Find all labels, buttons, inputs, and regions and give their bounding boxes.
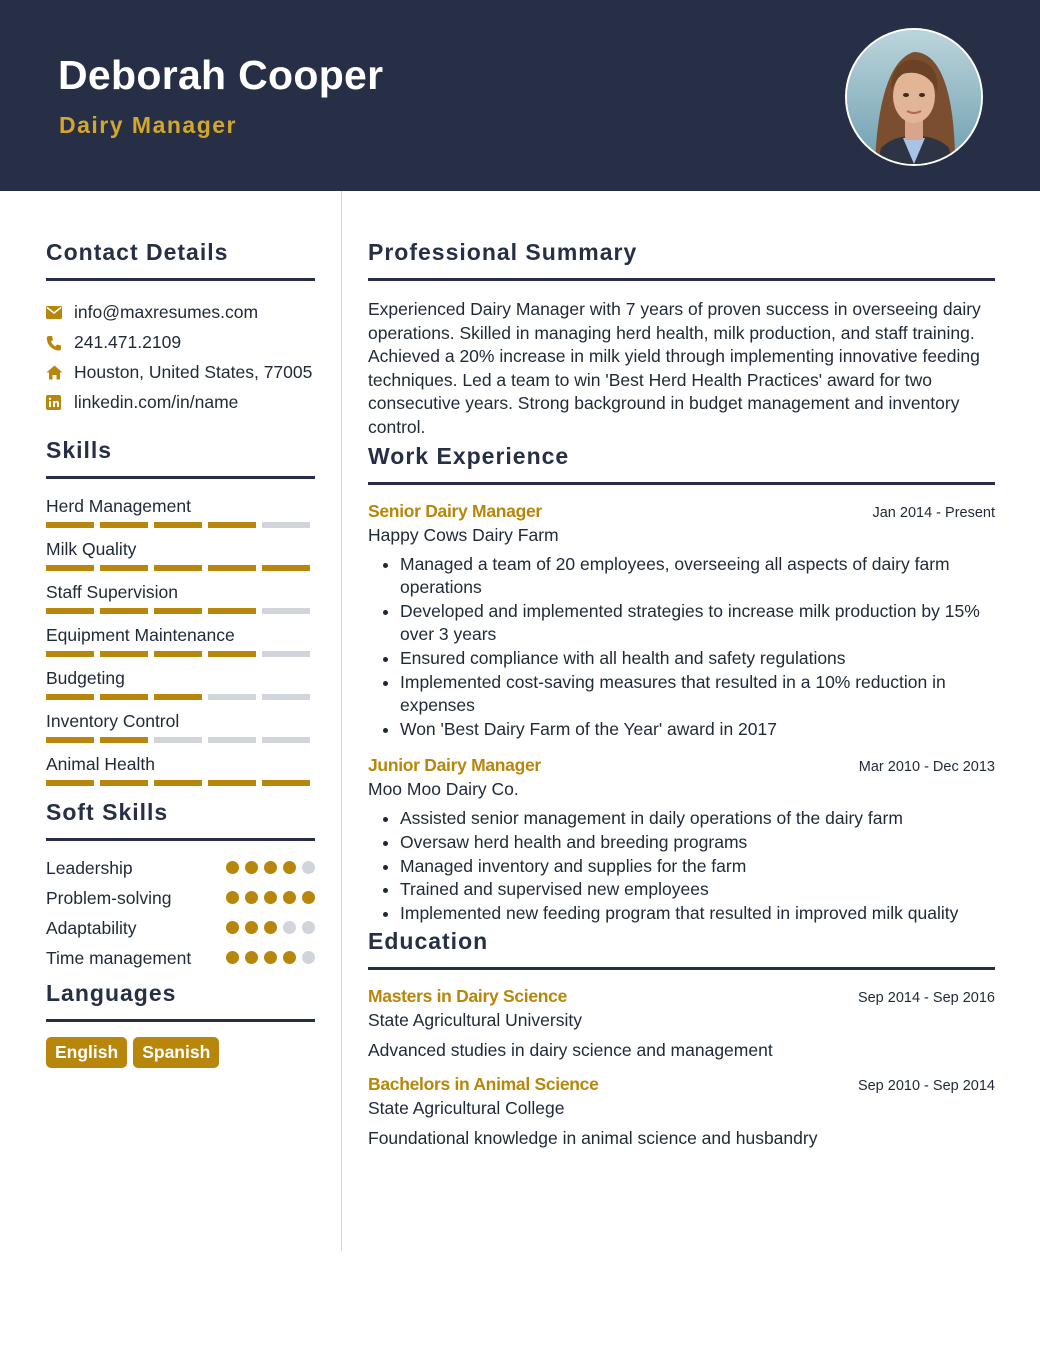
job-bullet: • Implemented new feeding program that resulted in improved milk quality: [400, 902, 995, 926]
job-entry: [368, 501, 995, 742]
skill-name: Staff Supervision: [46, 582, 178, 602]
soft-skill-name: Time management: [46, 948, 192, 968]
profile-photo: [845, 28, 983, 166]
job-bullet: • Implemented cost-saving measures that resulted in a 10% reduction in expenses: [400, 671, 995, 718]
soft-skills-list: [46, 857, 315, 970]
skill-level-bar: [46, 565, 315, 571]
candidate-name: Deborah Cooper: [58, 52, 384, 98]
skills-section: [46, 434, 315, 786]
skill-level-segment: [46, 565, 94, 571]
job-bullet: • Managed inventory and supplies for the farm: [400, 855, 995, 879]
skill-level-segment: [100, 737, 148, 743]
contact-phone-text[interactable]: 241.471.2109: [74, 332, 182, 352]
rating-dot: [245, 951, 258, 964]
soft-skills-section: [46, 796, 315, 970]
skill-level-bar: [46, 651, 315, 657]
section-rule: [46, 1019, 315, 1022]
education-school: State Agricultural University: [368, 1010, 582, 1031]
soft-skill-rating: [226, 857, 315, 874]
job-company: Happy Cows Dairy Farm: [368, 524, 559, 545]
soft-skill-item: [46, 857, 315, 880]
experience-heading: Work Experience: [368, 442, 570, 469]
languages-list: [46, 1037, 315, 1068]
job-header: [368, 501, 995, 522]
skill-level-bar: [46, 522, 315, 528]
skills-heading: Skills: [46, 437, 113, 463]
skill-name: Herd Management: [46, 496, 191, 516]
skill-level-segment: [208, 694, 256, 700]
contact-heading: Contact Details: [46, 239, 229, 265]
job-company: Moo Moo Dairy Co.: [368, 779, 519, 800]
skill-level-segment: [100, 565, 148, 571]
skill-level-segment: [100, 522, 148, 528]
rating-dot: [264, 891, 277, 904]
soft-skill-rating: [226, 887, 315, 904]
skill-level-segment: [262, 522, 310, 528]
rating-dot: [302, 921, 315, 934]
job-bullets: [368, 553, 995, 742]
skill-level-segment: [262, 608, 310, 614]
soft-skill-rating: [226, 947, 315, 964]
skill-level-bar: [46, 608, 315, 614]
skill-name: Budgeting: [46, 668, 125, 688]
language-badge: Spanish: [133, 1037, 219, 1068]
education-header: [368, 986, 995, 1007]
home-icon: [46, 361, 74, 384]
skill-level-segment: [154, 651, 202, 657]
contact-email: [46, 301, 315, 324]
rating-dot: [226, 951, 239, 964]
education-header: [368, 1074, 995, 1095]
experience-list: [368, 501, 995, 926]
rating-dot: [245, 891, 258, 904]
contact-list: [46, 301, 315, 414]
rating-dot: [264, 921, 277, 934]
skill-level-segment: [46, 694, 94, 700]
skill-level-segment: [208, 565, 256, 571]
experience-section: [368, 440, 995, 926]
skill-level-segment: [154, 694, 202, 700]
rating-dot: [226, 861, 239, 874]
left-column: [46, 236, 315, 1068]
skill-level-segment: [208, 780, 256, 786]
section-rule: [46, 838, 315, 841]
job-bullet: • Managed a team of 20 employees, overseeing all aspects of dairy farm operations: [400, 553, 995, 600]
contact-email-text[interactable]: info@maxresumes.com: [74, 302, 259, 322]
job-bullet: • Ensured compliance with all health and safety regulations: [400, 647, 995, 671]
skill-level-segment: [262, 780, 310, 786]
education-section: [368, 925, 995, 1150]
skill-level-segment: [154, 780, 202, 786]
skill-level-segment: [154, 608, 202, 614]
summary-heading: Professional Summary: [368, 239, 638, 265]
skill-level-segment: [46, 780, 94, 786]
contact-section: [46, 236, 315, 414]
skill-level-segment: [100, 780, 148, 786]
skill-level-segment: [262, 565, 310, 571]
skill-name: Inventory Control: [46, 711, 180, 731]
languages-heading: Languages: [46, 980, 177, 1006]
section-rule: [368, 278, 995, 281]
contact-linkedin: [46, 391, 315, 414]
soft-skill-item: [46, 947, 315, 970]
skill-item: [46, 495, 315, 528]
skill-level-segment: [100, 608, 148, 614]
contact-linkedin-text[interactable]: linkedin.com/in/name: [74, 392, 239, 412]
skill-level-segment: [46, 737, 94, 743]
contact-address-text: Houston, United States, 77005: [74, 362, 313, 382]
email-icon: [46, 301, 74, 324]
soft-skill-name: Leadership: [46, 858, 133, 878]
rating-dot: [302, 951, 315, 964]
education-school: State Agricultural College: [368, 1098, 565, 1119]
job-role: Junior Dairy Manager: [368, 755, 541, 776]
education-description: Advanced studies in dairy science and management: [368, 1040, 773, 1061]
education-heading: Education: [368, 928, 489, 955]
job-bullet: • Assisted senior management in daily operations of the dairy farm: [400, 807, 995, 831]
education-degree: Masters in Dairy Science: [368, 986, 568, 1007]
section-rule: [368, 967, 995, 970]
rating-dot: [302, 861, 315, 874]
contact-phone: [46, 331, 315, 354]
skill-level-segment: [262, 737, 310, 743]
skill-level-bar: [46, 737, 315, 743]
contact-address: [46, 361, 315, 384]
resume-header: [0, 0, 1040, 191]
section-rule: [46, 476, 315, 479]
skill-level-segment: [46, 608, 94, 614]
skill-level-segment: [154, 737, 202, 743]
skill-level-segment: [46, 522, 94, 528]
summary-section: [368, 236, 995, 440]
education-description: Foundational knowledge in animal science and husbandry: [368, 1128, 818, 1149]
rating-dot: [226, 921, 239, 934]
skill-level-segment: [100, 651, 148, 657]
soft-skills-heading: Soft Skills: [46, 799, 169, 825]
section-rule: [368, 482, 995, 485]
job-bullet: • Oversaw herd health and breeding programs: [400, 831, 995, 855]
skill-level-segment: [262, 651, 310, 657]
skill-level-segment: [154, 565, 202, 571]
job-entry: [368, 755, 995, 925]
skill-level-bar: [46, 780, 315, 786]
rating-dot: [245, 861, 258, 874]
soft-skill-name: Adaptability: [46, 918, 137, 938]
skill-level-segment: [154, 522, 202, 528]
skill-name: Milk Quality: [46, 539, 137, 559]
rating-dot: [283, 921, 296, 934]
linkedin-icon: [46, 391, 74, 414]
column-divider: [341, 191, 342, 1251]
education-entry: [368, 1074, 995, 1150]
job-dates: Mar 2010 - Dec 2013: [858, 759, 995, 776]
language-badge: English: [46, 1037, 127, 1068]
skill-item: [46, 538, 315, 571]
education-entry: [368, 986, 995, 1062]
job-bullets: [368, 807, 995, 925]
rating-dot: [283, 861, 296, 874]
skill-level-segment: [208, 522, 256, 528]
soft-skill-rating: [226, 917, 315, 934]
skill-item: [46, 753, 315, 786]
skill-level-segment: [208, 608, 256, 614]
rating-dot: [283, 951, 296, 964]
skill-item: [46, 624, 315, 657]
soft-skill-item: [46, 917, 315, 940]
soft-skill-name: Problem-solving: [46, 888, 172, 908]
languages-section: [46, 977, 315, 1068]
profile-photo-image: [847, 30, 981, 164]
job-bullet: • Developed and implemented strategies to increase milk production by 15% over 3 years: [400, 600, 995, 647]
skill-level-segment: [262, 694, 310, 700]
skill-name: Equipment Maintenance: [46, 625, 235, 645]
skill-level-segment: [208, 651, 256, 657]
rating-dot: [226, 891, 239, 904]
rating-dot: [302, 891, 315, 904]
section-rule: [46, 278, 315, 281]
skill-level-segment: [100, 694, 148, 700]
skill-level-bar: [46, 694, 315, 700]
candidate-title: Dairy Manager: [59, 112, 238, 138]
skill-item: [46, 710, 315, 743]
job-header: [368, 755, 995, 776]
right-column: [368, 236, 995, 1150]
phone-icon: [46, 331, 74, 354]
skill-level-segment: [46, 651, 94, 657]
rating-dot: [283, 891, 296, 904]
job-dates: Jan 2014 - Present: [872, 504, 995, 521]
education-degree: Bachelors in Animal Science: [368, 1074, 599, 1095]
summary-text: Experienced Dairy Manager with 7 years of proven success in overseeing dairy operations. Skilled in managing herd health, milk production, and staff training. Achieved a 20% increase in milk yield through implementing innovative feeding techniques. Led a team to win 'Best Herd Health Practices' award for two consecutive years. Strong background in budget management and inventory control.: [368, 299, 981, 437]
rating-dot: [264, 861, 277, 874]
education-dates: Sep 2014 - Sep 2016: [857, 990, 995, 1007]
skill-name: Animal Health: [46, 754, 155, 774]
job-bullet: • Won 'Best Dairy Farm of the Year' award in 2017: [400, 718, 995, 742]
skill-level-segment: [208, 737, 256, 743]
skill-item: [46, 581, 315, 614]
soft-skill-item: [46, 887, 315, 910]
rating-dot: [245, 921, 258, 934]
rating-dot: [264, 951, 277, 964]
skill-item: [46, 667, 315, 700]
education-dates: Sep 2010 - Sep 2014: [857, 1078, 995, 1095]
job-role: Senior Dairy Manager: [368, 500, 542, 521]
education-list: [368, 986, 995, 1150]
job-bullet: • Trained and supervised new employees: [400, 878, 995, 902]
skills-list: [46, 495, 315, 786]
